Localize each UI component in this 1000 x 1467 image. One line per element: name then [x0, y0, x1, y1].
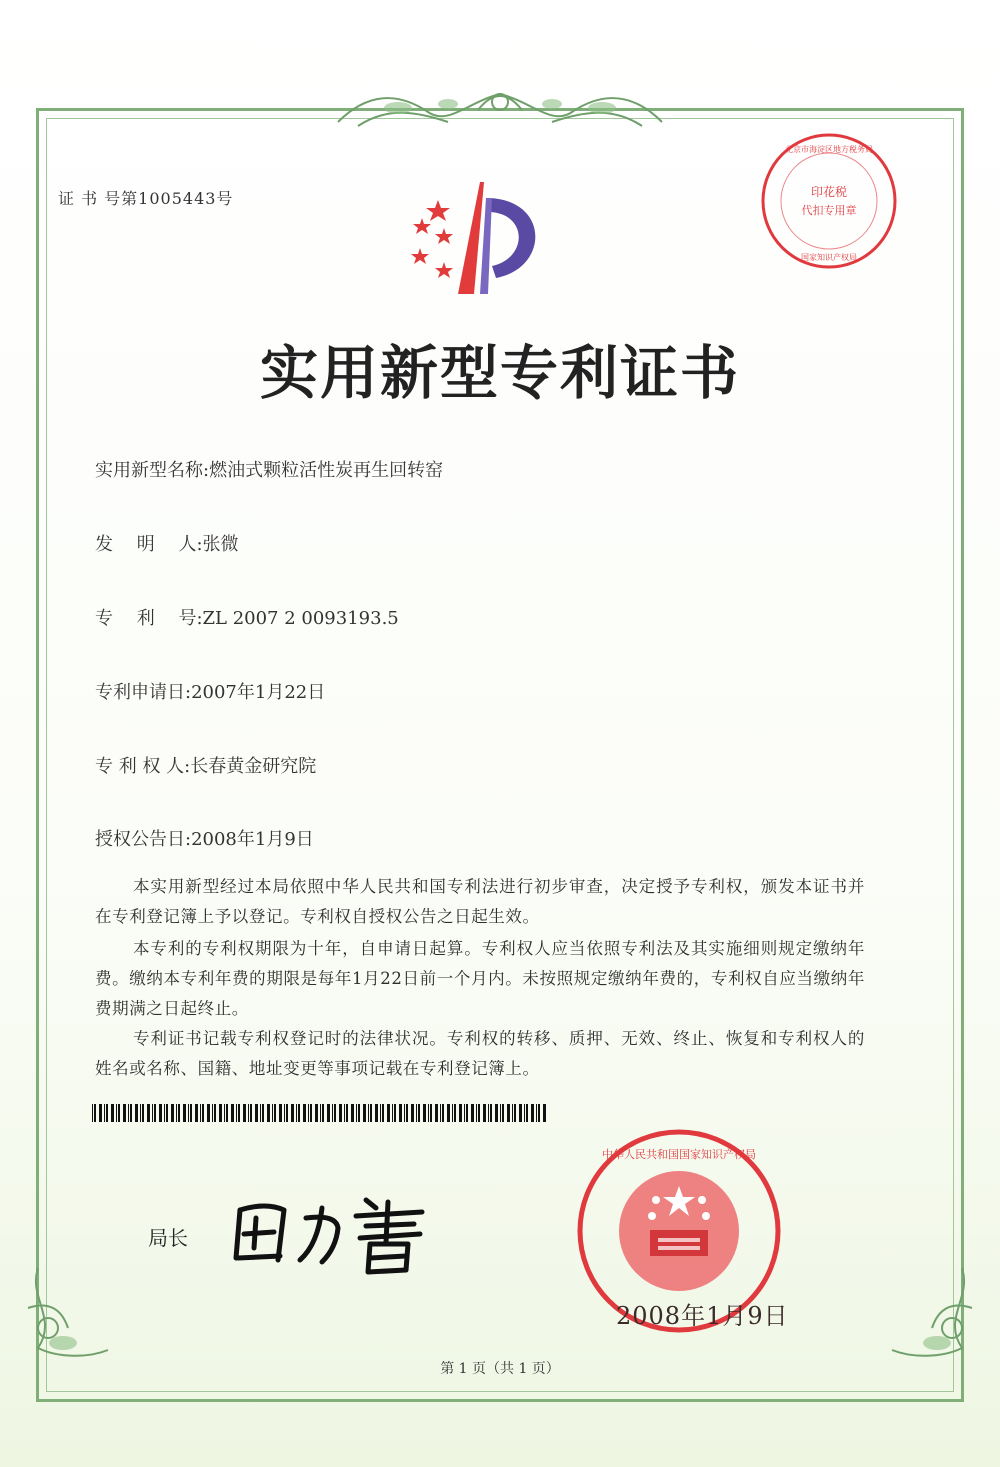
field-patentee — [95, 752, 316, 778]
field-value: ZL 2007 2 0093193.5 — [202, 608, 399, 629]
bottom-right-ornament — [882, 1258, 982, 1368]
svg-text:印花税: 印花税 — [810, 185, 848, 199]
field-value: 2008年1月9日 — [191, 829, 314, 850]
body-paragraph-1: 本实用新型经过本局依照中华人民共和国专利法进行初步审查，决定授予专利权，颁发本证书并在专利登记簿上予以登记。专利权自授权公告之日起生效。 — [95, 877, 865, 926]
patent-office-logo-icon — [400, 178, 560, 298]
field-label: 授权公告日: — [95, 829, 192, 850]
field-utility-model-name — [95, 456, 443, 482]
seal-date: 2008年1月9日 — [616, 1302, 789, 1330]
field-grant-date — [95, 825, 314, 851]
field-patent-number — [95, 604, 399, 630]
field-value: 2007年1月22日 — [191, 682, 326, 703]
svg-text:北京市海淀区地方税务局: 北京市海淀区地方税务局 — [785, 145, 873, 154]
body-paragraph-2: 本专利的专利权期限为十年，自申请日起算。专利权人应当依照专利法及其实施细则规定缴纳年费。缴纳本专利年费的期限是每年1月22日前一个月内。未按照规定缴纳年费的，专利权自应当缴纳年费期满之日起终止。 — [95, 939, 865, 1018]
field-label: 发 明 人: — [95, 534, 203, 555]
field-value: 张微 — [202, 534, 239, 555]
svg-text:代扣专用章: 代扣专用章 — [801, 204, 857, 217]
certificate-number: 证 书 号第1005443号 — [58, 189, 234, 208]
bottom-left-ornament — [18, 1258, 118, 1368]
director-signature — [226, 1188, 436, 1278]
certificate-title: 实用新型专利证书 — [259, 339, 740, 407]
field-application-date — [95, 678, 325, 704]
field-value: 燃油式颗粒活性炭再生回转窑 — [209, 460, 444, 481]
body-paragraph-3: 专利证书记载专利权登记时的法律状况。专利权的转移、质押、无效、终止、恢复和专利权人的姓名或名称、国籍、地址变更等事项记载在专利登记簿上。 — [95, 1029, 865, 1078]
top-ornament — [328, 82, 672, 138]
field-label: 实用新型名称: — [95, 460, 210, 481]
field-inventor — [95, 530, 239, 556]
barcode — [92, 1104, 546, 1122]
director-title: 局长 — [148, 1226, 188, 1250]
field-label: 专 利 号: — [95, 608, 203, 629]
svg-text:国家知识产权局: 国家知识产权局 — [801, 253, 857, 262]
page-footer: 第 1 页（共 1 页） — [440, 1361, 560, 1377]
svg-text:中华人民共和国国家知识产权局: 中华人民共和国国家知识产权局 — [602, 1148, 756, 1161]
field-label: 专利申请日: — [95, 682, 192, 703]
field-value: 长春黄金研究院 — [190, 756, 317, 777]
tax-stamp-seal — [758, 130, 900, 272]
field-label: 专 利 权 人: — [95, 756, 191, 777]
